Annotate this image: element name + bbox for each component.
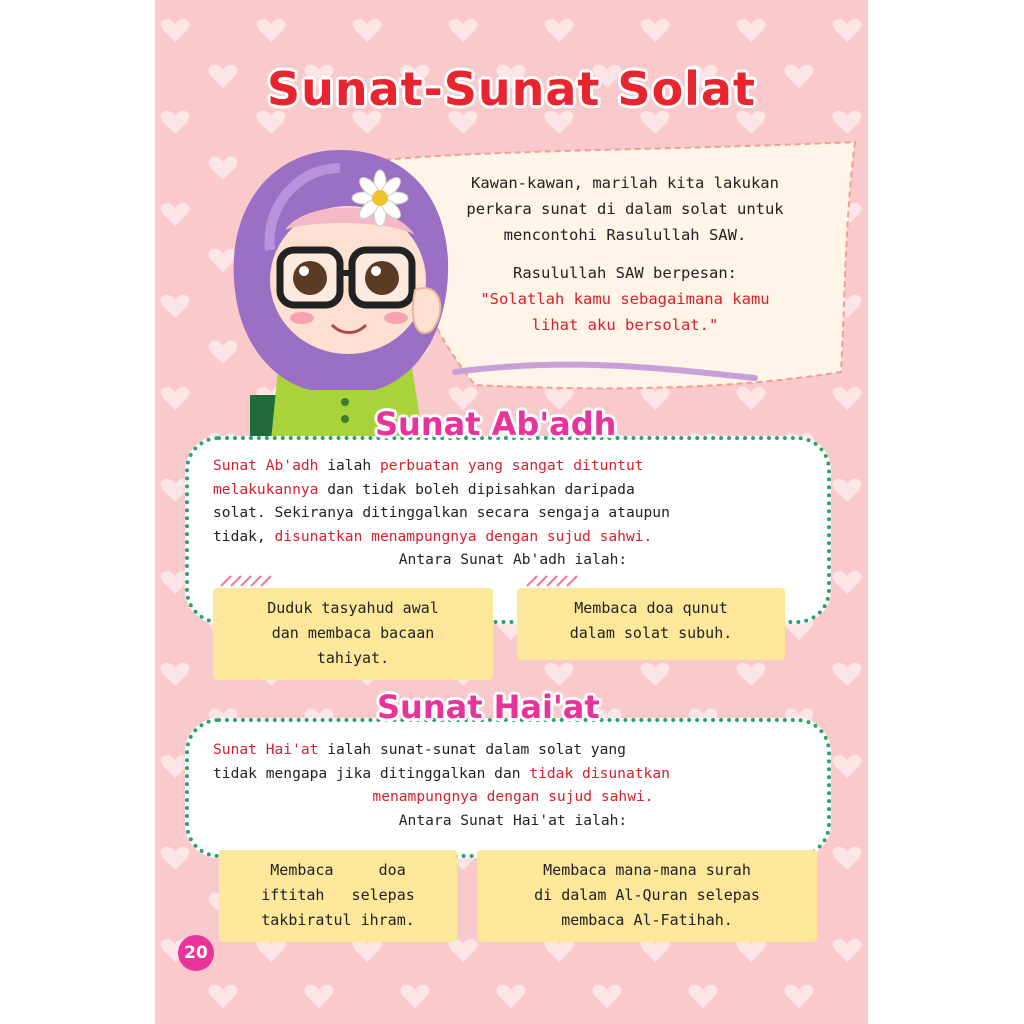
decorative-hatch xyxy=(525,574,585,588)
text: dan tidak boleh dipisahkan daripada xyxy=(318,480,635,498)
text: solat. Sekiranya ditinggalkan secara sengaja ataupun xyxy=(213,504,670,521)
girl-illustration xyxy=(210,140,470,450)
item-text: tahiyat. xyxy=(316,649,390,667)
list-intro: Antara Sunat Hai'at ialah: xyxy=(398,811,628,829)
haiat-definition xyxy=(213,738,813,832)
term: Sunat Hai'at xyxy=(213,741,319,758)
highlight: melakukannya xyxy=(213,480,319,498)
item-text: di dalam Al-Quran selepas xyxy=(534,886,760,904)
text: ialah sunat-sunat dalam solat yang xyxy=(318,741,626,758)
text: ialah xyxy=(318,457,380,474)
speech-line: mencontohi Rasulullah SAW. xyxy=(503,226,747,244)
item-text: dan membaca bacaan xyxy=(271,624,435,642)
decorative-hatch xyxy=(219,574,279,588)
item-text: Membaca doa xyxy=(270,861,406,879)
list-intro: Antara Sunat Ab'adh ialah: xyxy=(398,551,628,568)
item-text: takbiratul ihram. xyxy=(261,911,415,929)
item-text: Membaca doa qunut xyxy=(574,599,728,617)
daisy-icon xyxy=(352,170,408,226)
item-text: Duduk tasyahud awal xyxy=(267,599,439,617)
haiat-item-1 xyxy=(219,850,457,942)
book-page xyxy=(155,0,868,1024)
abadh-item-1 xyxy=(213,588,493,680)
hadith-quote: lihat aku bersolat." xyxy=(531,316,719,334)
highlight: disunatkan menampungnya dengan sujud sahwi. xyxy=(274,527,653,545)
text: tidak, xyxy=(213,527,275,545)
speech-line: perkara sunat di dalam solat untuk xyxy=(466,200,784,218)
text: tidak mengapa jika ditinggalkan dan xyxy=(213,764,530,782)
term: Sunat Ab'adh xyxy=(213,457,319,474)
speech-text xyxy=(425,170,825,338)
page-title: Sunat-Sunat Solat xyxy=(267,62,756,116)
abadh-item-2 xyxy=(517,588,785,660)
speech-line: Kawan-kawan, marilah kita lakukan xyxy=(471,174,779,192)
item-text: iftitah selepas xyxy=(261,886,415,904)
speech-line: Rasulullah SAW berpesan: xyxy=(513,264,737,282)
haiat-item-2 xyxy=(477,850,817,942)
haiat-heading: Sunat Hai'at xyxy=(377,688,600,726)
highlight: menampungnya dengan sujud sahwi. xyxy=(372,788,654,805)
item-text: Membaca mana-mana surah xyxy=(543,861,751,879)
highlight: tidak disunatkan xyxy=(529,764,670,782)
abadh-definition xyxy=(213,454,813,572)
hadith-quote: "Solatlah kamu sebagaimana kamu xyxy=(480,290,770,308)
item-text: dalam solat subuh. xyxy=(569,624,733,642)
highlight: perbuatan yang sangat dituntut xyxy=(379,457,644,474)
abadh-heading: Sunat Ab'adh xyxy=(375,405,617,443)
page-number: 20 xyxy=(178,935,214,971)
item-text: membaca Al-Fatihah. xyxy=(561,911,733,929)
